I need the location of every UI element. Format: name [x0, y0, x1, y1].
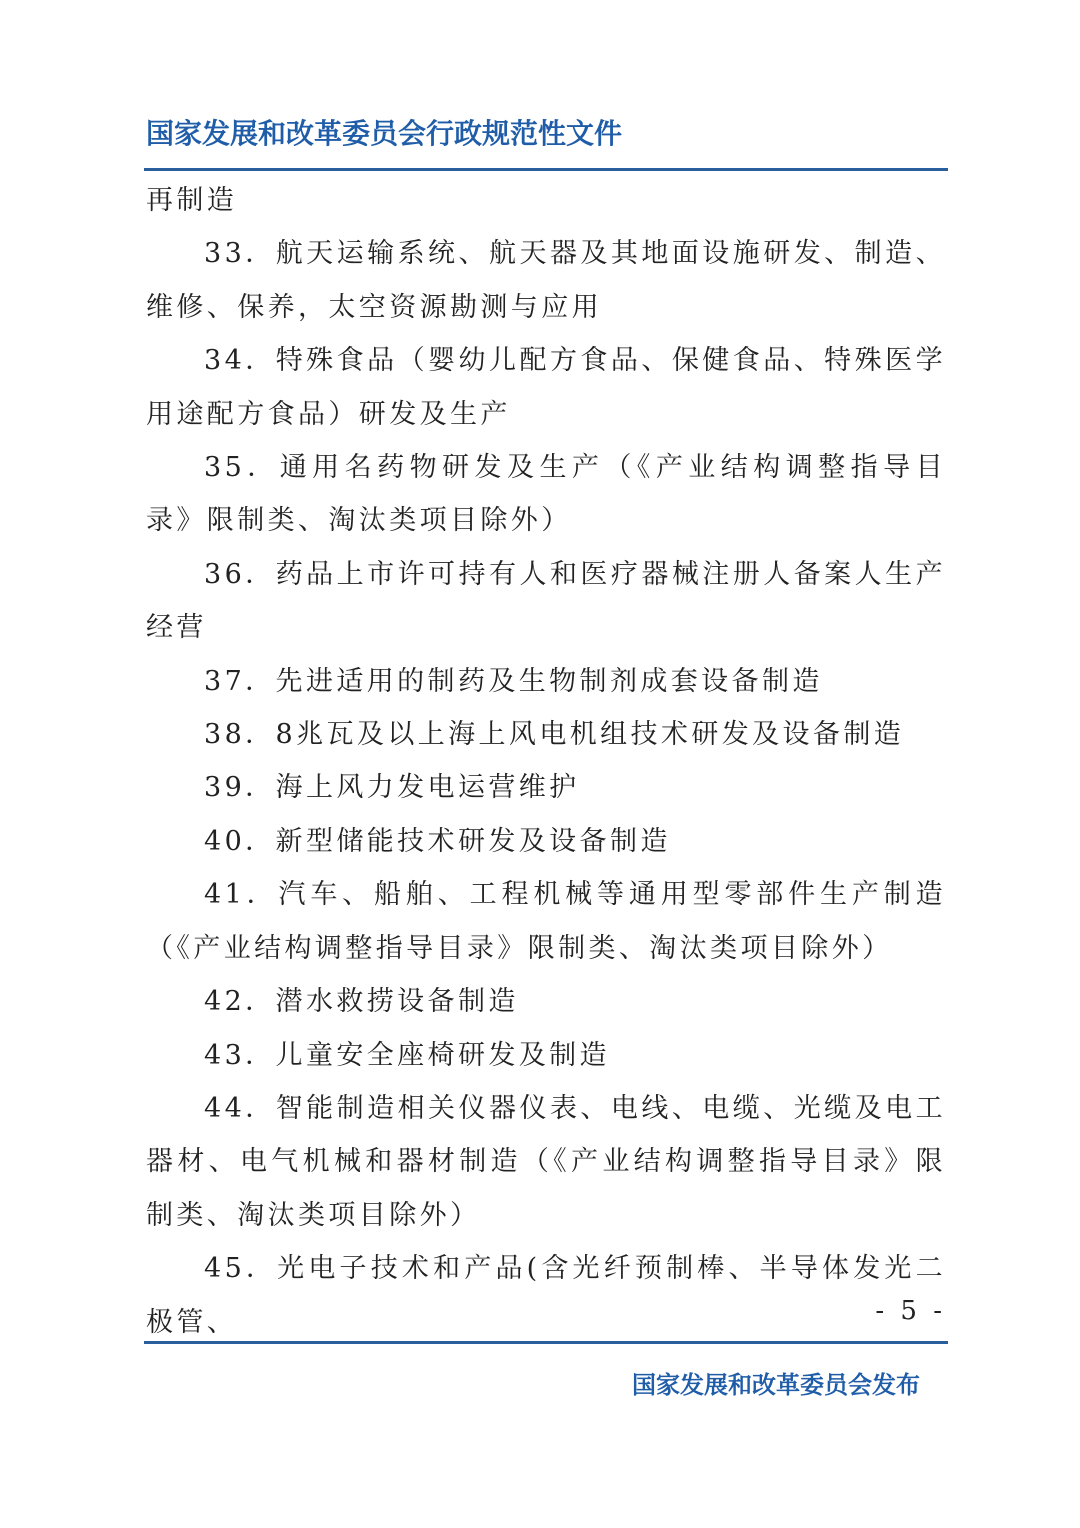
- list-item-33: 33．航天运输系统、航天器及其地面设施研发、制造、维修、保养，太空资源勘测与应用: [146, 238, 946, 323]
- list-item-39: 39．海上风力发电运营维护: [204, 772, 580, 804]
- paragraph-continuation: 再制造: [146, 185, 238, 216]
- list-item-43: 43．儿童安全座椅研发及制造: [204, 1039, 610, 1071]
- list-item-34: 34．特殊食品（婴幼儿配方食品、保健食品、特殊医学用途配方食品）研发及生产: [146, 345, 946, 430]
- list-item-44: 44．智能制造相关仪器仪表、电线、电缆、光缆及电工器材、电气机械和器材制造（《产业结构调整指导目录》限制类、淘汰类项目除外）: [146, 1092, 946, 1231]
- list-item-37: 37．先进适用的制药及生物制剂成套设备制造: [204, 665, 823, 697]
- footer-divider: [144, 1341, 948, 1344]
- list-item-40: 40．新型储能技术研发及设备制造: [204, 825, 671, 857]
- list-item-35: 35．通用名药物研发及生产（《产业结构调整指导目录》限制类、淘汰类项目除外）: [146, 452, 946, 537]
- list-item-41: 41．汽车、船舶、工程机械等通用型零部件生产制造（《产业结构调整指导目录》限制类、淘汰类项目除外）: [146, 879, 946, 964]
- list-item-36: 36．药品上市许可持有人和医疗器械注册人备案人生产经营: [146, 558, 946, 644]
- header-divider: [144, 168, 948, 171]
- list-item-42: 42．潜水救捞设备制造: [204, 986, 519, 1018]
- footer-publisher: 国家发展和改革委员会发布: [632, 1370, 920, 1399]
- document-header-title: 国家发展和改革委员会行政规范性文件: [146, 117, 623, 150]
- list-item-45: 45．光电子技术和产品(含光纤预制棒、半导体发光二极管、: [146, 1253, 946, 1338]
- document-body: [146, 174, 946, 1349]
- list-item-38: 38．8兆瓦及以上海上风电机组技术研发及设备制造: [204, 719, 905, 751]
- page-number: - 5 -: [875, 1296, 946, 1326]
